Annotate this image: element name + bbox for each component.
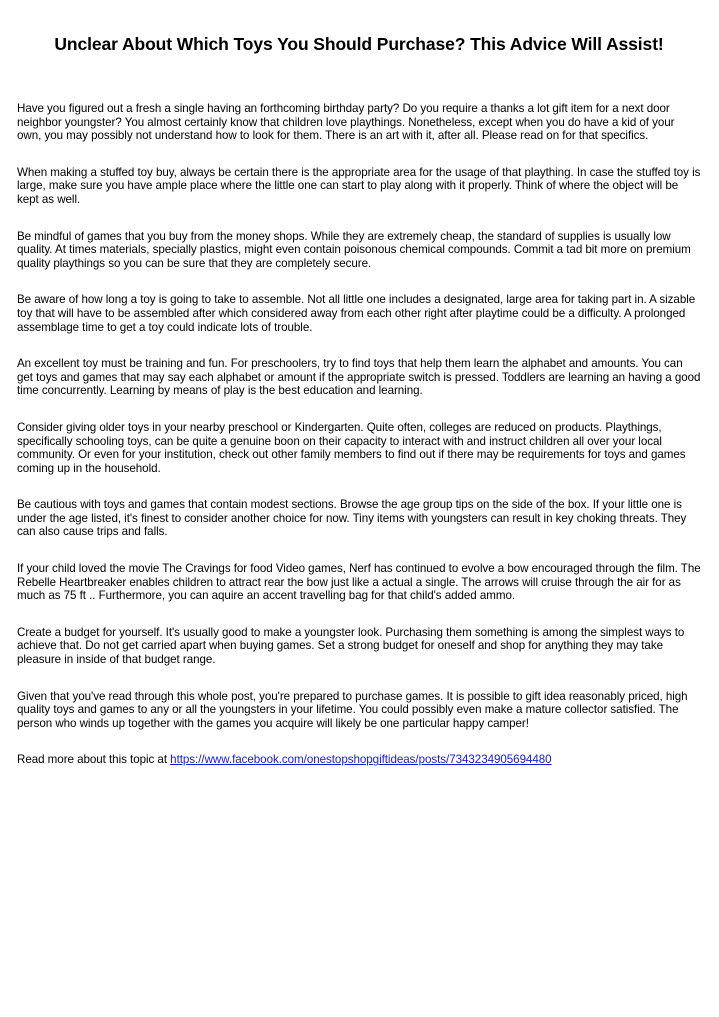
document-body: [17, 102, 701, 767]
paragraph: If your child loved the movie The Cravings for food Video games, Nerf has continued to evolve a bow encouraged through the film. The Rebelle Heartbreaker enables children to attract rear the bow just like a actual a single. The arrows will cruise through the air for as much as 75 ft .. Furthermore, you can aquire an accent travelling bag for that child's added ammo.: [17, 562, 701, 603]
paragraph: Be cautious with toys and games that contain modest sections. Browse the age group tips on the side of the box. If your little one is under the age listed, it's finest to consider another choice for now. Tiny items with youngsters can result in key choking threats. They can also cause trips and falls.: [17, 498, 687, 539]
paragraph: Have you figured out a fresh a single having an forthcoming birthday party? Do you require a thanks a lot gift item for a next door neighbor youngster? You almost certainly know that children love playthings. Nonetheless, except when you do have a kid of your own, you may possibly not understand how to look for them. There is an art with it, after all. Please read on for that specifics.: [17, 102, 675, 143]
read-more-prefix: Read more about this topic at: [17, 753, 171, 767]
paragraph: Create a budget for yourself. It's usually good to make a youngster look. Purchasing them something is among the simplest ways to achieve that. Do not get carried apart when buying games. Set a strong budget for oneself and shop for anything they may take pleasure in inside of that budget range.: [17, 625, 685, 667]
document-title: Unclear About Which Toys You Should Purchase? This Advice Will Assist!: [54, 34, 664, 54]
source-link[interactable]: https://www.facebook.com/onestopshopgiftideas/posts/7343234905694480: [170, 753, 552, 767]
paragraph: When making a stuffed toy buy, always be certain there is the appropriate area for the usage of that plaything. In case the stuffed toy is large, make sure you have ample place where the little one can start to play along with it properly. Think of where the object will be kept as well.: [17, 165, 701, 206]
read-more-line: [17, 753, 701, 767]
paragraph: An excellent toy must be training and fun. For preschoolers, try to find toys that help them learn the alphabet and amounts. You can get toys and games that may say each alphabet or amount if the appropriate switch is pressed. Toddlers are learning an having a good time concurrently. Learning by means of play is the best education and learning.: [17, 357, 701, 398]
paragraph: Given that you've read through this whole post, you're prepared to purchase games. It is possible to gift idea reasonably priced, high quality toys and games to any or all the youngsters in your lifetime. You could possibly even make a mature collector satisfied. The person who winds up together with the games you acquire will likely be one particular happy camper!: [17, 689, 688, 730]
paragraph: Be mindful of games that you buy from the money shops. While they are extremely cheap, the standard of supplies is usually low quality. At times materials, specially plastics, might even contain poisonous chemical compounds. Commit a tad bit more on premium quality playthings so you can be sure that they are completely secure.: [17, 229, 691, 270]
paragraph: Consider giving older toys in your nearby preschool or Kindergarten. Quite often, colleges are reduced on products. Playthings, specifically schooling toys, can be quite a genuine boon on their capacity to interact with and instruct children all over your local community. Or even for your institution, check out other family members to find out if there may be requirements for toys and games coming up in the household.: [17, 420, 686, 475]
paragraph: Be aware of how long a toy is going to take to assemble. Not all little one includes a designated, large area for taking part in. A sizable toy that will have to be assembled after which considered away from each other right after playtime could be a difficulty. A prolonged assemblage time to get a toy could indicate lots of trouble.: [17, 293, 696, 334]
